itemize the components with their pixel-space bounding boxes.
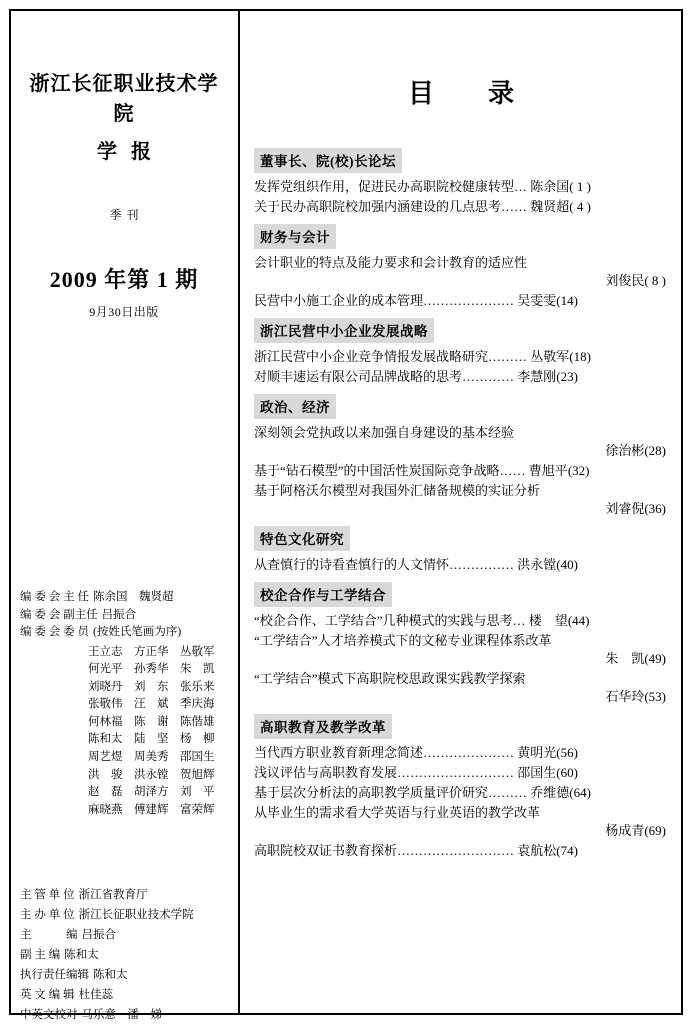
publication-info-label: 主 编	[20, 929, 78, 941]
editor-name: 刘 平	[180, 786, 215, 799]
toc-entry-page: (14)	[556, 293, 578, 308]
publication-info-value: 浙江省教育厅	[78, 889, 148, 901]
editor-name: 周艺煜	[88, 751, 123, 764]
toc-entry-title: 民营中小施工企业的成本管理	[254, 293, 424, 308]
toc-entry-page: ( 8 )	[644, 273, 666, 288]
toc-entry-author: 曹旭平	[525, 463, 568, 478]
toc-entry-author: 石华玲	[605, 689, 645, 704]
publication-info-row	[20, 886, 232, 905]
publication-info-row	[20, 906, 232, 925]
toc-entry-page: (18)	[569, 349, 591, 364]
toc-entry-author-page	[254, 272, 668, 290]
publication-info-value: 陈和太	[93, 969, 128, 981]
editorial-board-row	[20, 624, 228, 642]
publication-info-label: 副 主 编	[20, 949, 61, 961]
editor-name: 富荣辉	[180, 803, 215, 816]
toc-entry[interactable]	[254, 292, 668, 310]
publication-info-label: 执行责任编辑	[20, 969, 89, 981]
editorial-board-label: 编 委 会 副主任	[20, 608, 98, 621]
toc-entry-title: 浙江民营中小企业竞争情报发展战略研究	[254, 349, 489, 364]
journal-issue: 2009 年第 1 期	[49, 267, 199, 292]
toc-entry[interactable]	[254, 178, 668, 196]
toc-entry[interactable]	[254, 842, 668, 860]
editor-name: 汪 斌	[134, 698, 169, 711]
toc-entry-author-page	[254, 822, 668, 840]
toc-entry-title: 从查慎行的诗看查慎行的人文情怀	[254, 557, 450, 572]
toc-entry[interactable]	[254, 348, 668, 366]
toc-entry-author-page	[254, 500, 668, 518]
editorial-board-row	[20, 589, 228, 607]
editor-name-row	[20, 714, 226, 732]
toc-entry-author: 吴雯雯	[514, 293, 557, 308]
toc-section	[254, 582, 668, 706]
editor-name: 方正华	[134, 645, 169, 658]
editor-name-row	[20, 767, 226, 785]
editor-name-row	[20, 679, 226, 697]
toc-entry-author: 洪永镗	[514, 557, 557, 572]
toc-entry[interactable]	[254, 462, 668, 480]
toc-section	[254, 394, 668, 518]
toc-section	[254, 526, 668, 574]
toc-entry-page: (40)	[556, 557, 578, 572]
publication-info-row	[20, 946, 232, 965]
editor-name-row	[20, 749, 226, 767]
toc-entry-leader-dots: …	[514, 179, 528, 194]
toc-entry-author: 徐治彬	[605, 443, 645, 458]
toc-entry-author: 乔维德	[527, 785, 570, 800]
publication-info-block	[20, 886, 232, 1026]
toc-entry-author-page	[254, 650, 668, 668]
toc-entry-page: (23)	[556, 369, 578, 384]
toc-entry-page: (28)	[644, 443, 666, 458]
toc-entry[interactable]	[254, 784, 668, 802]
toc-entry-page: (53)	[644, 689, 666, 704]
toc-section-heading: 董事长、院(校)长论坛	[254, 148, 402, 173]
toc-entry-leader-dots: ………………………	[397, 765, 515, 780]
editor-name: 洪 骏	[88, 768, 123, 781]
editor-name: 朱 凯	[180, 663, 215, 676]
editor-name: 陆 坚	[134, 733, 169, 746]
toc-entry-title: 关于民办高职院校加强内涵建设的几点思考	[254, 199, 502, 214]
toc-entry-page: (49)	[644, 651, 666, 666]
publication-info-value: 陈和太	[64, 949, 99, 961]
toc-entry[interactable]	[254, 482, 668, 518]
publication-info-row	[20, 1006, 232, 1025]
toc-entry[interactable]	[254, 254, 668, 290]
toc-section	[254, 148, 668, 216]
editor-name: 贺旭辉	[180, 768, 215, 781]
publication-info-label: 主 办 单 位	[20, 909, 75, 921]
publication-info-label: 英 文 编 辑	[20, 989, 75, 1001]
toc-section	[254, 714, 668, 860]
toc-entry-page: (36)	[644, 501, 666, 516]
publication-info-value: 浙江长征职业技术学院	[78, 909, 194, 921]
toc-entry-author: 杨成青	[605, 823, 645, 838]
journal-publish-date: 9月30日出版	[89, 305, 159, 319]
toc-entry[interactable]	[254, 424, 668, 460]
publication-info-value: 马乐意 潘 娣	[81, 1009, 162, 1021]
toc-entry-page: ( 1 )	[569, 179, 591, 194]
toc-entry-author: 黄明光	[514, 745, 557, 760]
toc-entry-page: (56)	[556, 745, 578, 760]
toc-entry-title: “校企合作、工学结合”几种模式的实践与思考	[254, 613, 513, 628]
publication-info-row	[20, 926, 232, 945]
toc-entry-title: “工学结合”模式下高职院校思政课实践教学探索	[254, 671, 526, 686]
toc-entry-page: (74)	[556, 843, 578, 858]
table-of-contents-column	[242, 11, 682, 1013]
toc-entry-title: 从毕业生的需求看大学英语与行业英语的教学改革	[254, 805, 541, 820]
toc-entry-page: (60)	[556, 765, 578, 780]
toc-entry-leader-dots: …………	[462, 369, 515, 384]
toc-section-heading: 财务与会计	[254, 224, 336, 249]
toc-entry-title: 基于“钻石模型”的中国活性炭国际竞争战略	[254, 463, 500, 478]
toc-section-heading: 浙江民营中小企业发展战略	[254, 318, 434, 343]
editorial-board-value: 吕振合	[101, 608, 137, 621]
editor-name: 刘晓丹	[88, 680, 123, 693]
editor-name: 季庆海	[180, 698, 215, 711]
toc-section-heading: 政治、经济	[254, 394, 336, 419]
toc-entry-author: 朱 凯	[605, 651, 645, 666]
toc-entry-author: 袁航松	[514, 843, 557, 858]
editor-name: 麻晓燕	[88, 803, 123, 816]
toc-entry-author: 邵国生	[514, 765, 557, 780]
editor-name: 张敬伟	[88, 698, 123, 711]
editor-name-row	[20, 731, 226, 749]
toc-entry-author: 魏贤超	[527, 199, 570, 214]
toc-entry-author: 丛敬军	[527, 349, 570, 364]
editor-name-list	[20, 644, 228, 820]
toc-entry-author: 陈余国	[527, 179, 570, 194]
toc-entry-author-page	[254, 442, 668, 460]
journal-periodicity: 季刊	[109, 208, 144, 222]
toc-entry-page: ( 4 )	[569, 199, 591, 214]
toc-entry-page: (69)	[644, 823, 666, 838]
publication-info-row	[20, 986, 232, 1005]
editor-name: 傅建辉	[134, 803, 169, 816]
toc-entry-leader-dots: …………………	[423, 293, 515, 308]
editor-name: 陈偕雄	[180, 715, 215, 728]
toc-entry-title: 对顺丰速运有限公司品牌战略的思考	[254, 369, 463, 384]
toc-entry[interactable]	[254, 612, 668, 630]
editor-name: 陈和太	[88, 733, 123, 746]
toc-entry-page: (64)	[569, 785, 591, 800]
toc-entry-leader-dots: ……………	[449, 557, 515, 572]
editorial-board-value: (按姓氏笔画为序)	[93, 626, 182, 638]
toc-entry-title: “工学结合”人才培养模式下的文秘专业课程体系改革	[254, 633, 552, 648]
toc-entry-title: 会计职业的特点及能力要求和会计教育的适应性	[254, 255, 528, 270]
journal-title-line1: 浙江长征职业技术学院	[29, 73, 219, 125]
toc-entry-title: 高职院校双证书教育探析	[254, 843, 398, 858]
toc-entry[interactable]	[254, 764, 668, 782]
toc-section	[254, 318, 668, 386]
publication-info-label: 主 管 单 位	[20, 889, 75, 901]
toc-entry[interactable]	[254, 670, 668, 706]
editor-name: 邵国生	[180, 751, 215, 764]
masthead-column	[12, 11, 236, 1021]
toc-entry-author: 刘俊民	[605, 273, 645, 288]
toc-entry-leader-dots: …………………	[423, 745, 515, 760]
editor-name: 刘 东	[134, 680, 169, 693]
toc-entry-leader-dots: ………	[488, 349, 528, 364]
toc-entry[interactable]	[254, 556, 668, 574]
editor-name-row	[20, 661, 226, 679]
page-title: 目 录	[407, 79, 528, 108]
editorial-board-row	[20, 607, 228, 625]
toc-entry[interactable]	[254, 804, 668, 840]
toc-entry-title: 发挥党组织作用，促进民办高职院校健康转型	[254, 179, 515, 194]
editor-name: 何林福	[88, 715, 123, 728]
toc-entry-leader-dots: ………………………	[397, 843, 515, 858]
toc-entry[interactable]	[254, 368, 668, 386]
editor-name: 赵 磊	[88, 786, 123, 799]
editor-name-row	[20, 802, 226, 820]
editor-name: 王立志	[88, 645, 123, 658]
column-divider	[238, 11, 240, 1013]
toc-entry-author: 楼 望	[525, 613, 568, 628]
publication-info-value: 杜佳蕊	[78, 989, 114, 1001]
publication-info-value: 吕振合	[81, 929, 116, 941]
editor-name-row	[20, 696, 226, 714]
editorial-board-label: 编 委 会 委 员	[20, 626, 89, 638]
editor-name: 洪永镗	[134, 768, 169, 781]
toc-section-heading: 特色文化研究	[254, 526, 350, 551]
toc-entry[interactable]	[254, 198, 668, 216]
toc-section-heading: 校企合作与工学结合	[254, 582, 392, 607]
toc-entry-title: 基于层次分析法的高职教学质量评价研究	[254, 785, 489, 800]
editorial-board-block	[20, 589, 228, 819]
journal-title-line2: 学报	[97, 141, 165, 163]
toc-entry-page: (44)	[567, 613, 590, 628]
toc-entry-page: (32)	[567, 463, 590, 478]
editor-name: 陈 谢	[134, 715, 169, 728]
editor-name: 丛敬军	[180, 645, 215, 658]
toc-entry-author: 刘睿倪	[605, 501, 645, 516]
editor-name: 杨 柳	[180, 733, 215, 746]
toc-entry-leader-dots: ……	[501, 199, 528, 214]
toc-entry-title: 浅议评估与高职教育发展	[254, 765, 398, 780]
toc-entry-leader-dots: …	[512, 613, 526, 628]
editor-name: 何光平	[88, 663, 123, 676]
toc-entry-title: 深刻领会党执政以来加强自身建设的基本经验	[254, 425, 515, 440]
toc-section-heading: 高职教育及教学改革	[254, 714, 392, 739]
toc-sections	[254, 148, 668, 860]
editorial-board-label: 编 委 会 主 任	[20, 591, 89, 603]
editor-name-row	[20, 784, 226, 802]
toc-entry[interactable]	[254, 744, 668, 762]
toc-entry-author-page	[254, 688, 668, 706]
publication-info-label: 中英文校对	[20, 1009, 78, 1021]
toc-entry-author: 李慧刚	[514, 369, 557, 384]
editor-name: 胡泽方	[134, 786, 169, 799]
publication-info-row	[20, 966, 232, 985]
editor-name: 周美秀	[134, 751, 169, 764]
toc-entry-title: 基于阿格沃尔模型对我国外汇储备规模的实证分析	[254, 483, 541, 498]
toc-entry-leader-dots: ……	[499, 463, 526, 478]
toc-entry[interactable]	[254, 632, 668, 668]
toc-entry-title: 当代西方职业教育新理念简述	[254, 745, 424, 760]
toc-entry-leader-dots: ………	[488, 785, 528, 800]
editor-name-row	[20, 644, 226, 662]
editor-name: 孙秀华	[134, 663, 169, 676]
editor-name: 张乐来	[180, 680, 215, 693]
toc-section	[254, 224, 668, 310]
editorial-board-value: 陈余国 魏贤超	[93, 591, 174, 603]
